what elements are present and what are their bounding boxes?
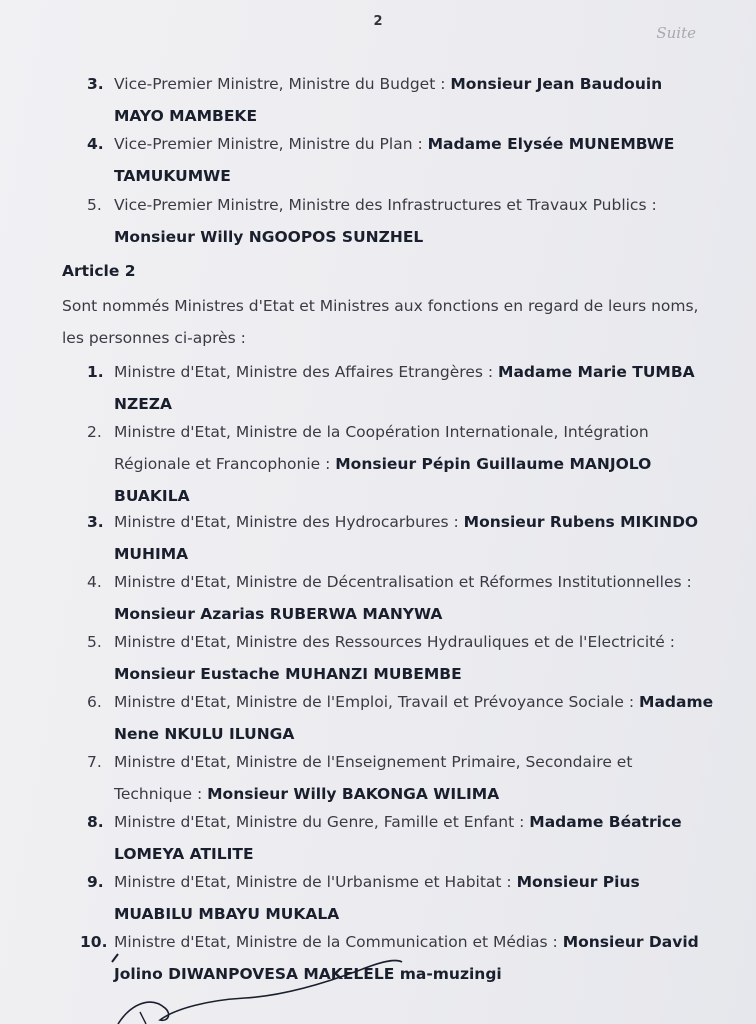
page-number: 2 xyxy=(373,14,383,29)
suite-label: Suite xyxy=(656,24,696,42)
list-item: 8. Ministre d'Etat, Ministre du Genre, Famille et Enfant : Madame Béatrice LOMEYA ATILITE xyxy=(87,806,687,870)
list-item: 4. Ministre d'Etat, Ministre de Décentralisation et Réformes Institutionnelles : Monsieur Azarias RUBERWA MANYWA xyxy=(87,566,687,630)
list-item: 3. Vice-Premier Ministre, Ministre du Budget : Monsieur Jean Baudouin MAYO MAMBEKE xyxy=(87,68,687,132)
article-intro: Sont nommés Ministres d'Etat et Ministres aux fonctions en regard de leurs noms, les personnes ci-après : xyxy=(62,297,699,347)
item-number: 5. xyxy=(87,633,102,651)
list-item: 6. Ministre d'Etat, Ministre de l'Emploi, Travail et Prévoyance Sociale : Madame Nene NKULU ILUNGA xyxy=(87,686,687,750)
item-number: 1. xyxy=(87,363,104,381)
item-number: 9. xyxy=(87,873,104,891)
item-number: 4. xyxy=(87,135,104,153)
list-item: 4. Vice-Premier Ministre, Ministre du Plan : Madame Elysée MUNEMBWE TAMUKUMWE xyxy=(87,128,687,192)
item-number: 6. xyxy=(87,693,102,711)
item-number: 7. xyxy=(87,753,102,771)
item-number: 5. xyxy=(87,196,102,214)
item-number: 2. xyxy=(87,423,102,441)
item-number: 10. xyxy=(80,933,108,951)
item-number: 3. xyxy=(87,75,104,93)
list-item: 2. Ministre d'Etat, Ministre de la Coopération Internationale, Intégration Régionale et Francophonie : Monsieur Pépin Guillaume MANJOLO BUAKILA xyxy=(87,416,687,512)
item-number: 4. xyxy=(87,573,102,591)
article-heading: Article 2 xyxy=(62,262,136,280)
list-item: 1. Ministre d'Etat, Ministre des Affaires Etrangères : Madame Marie TUMBA NZEZA xyxy=(87,356,687,420)
list-item: 3. Ministre d'Etat, Ministre des Hydrocarbures : Monsieur Rubens MIKINDO MUHIMA xyxy=(87,506,687,570)
list-item: 5. Ministre d'Etat, Ministre des Ressources Hydrauliques et de l'Electricité : Monsieur Eustache MUHANZI MUBEMBE xyxy=(87,626,687,690)
item-number: 8. xyxy=(87,813,104,831)
list-item: 9. Ministre d'Etat, Ministre de l'Urbanisme et Habitat : Monsieur Pius MUABILU MBAYU MUKALA xyxy=(87,866,687,930)
item-number: 3. xyxy=(87,513,104,531)
list-item: 7. Ministre d'Etat, Ministre de l'Enseignement Primaire, Secondaire et Technique : Monsieur Willy BAKONGA WILIMA xyxy=(87,746,687,810)
list-item: 5. Vice-Premier Ministre, Ministre des Infrastructures et Travaux Publics : Monsieur Willy NGOOPOS SUNZHEL xyxy=(87,189,687,253)
list-item: 10. Ministre d'Etat, Ministre de la Communication et Médias : Monsieur David Jolino DIWANPOVESA MAKELELE ma-muzingi xyxy=(80,926,687,990)
